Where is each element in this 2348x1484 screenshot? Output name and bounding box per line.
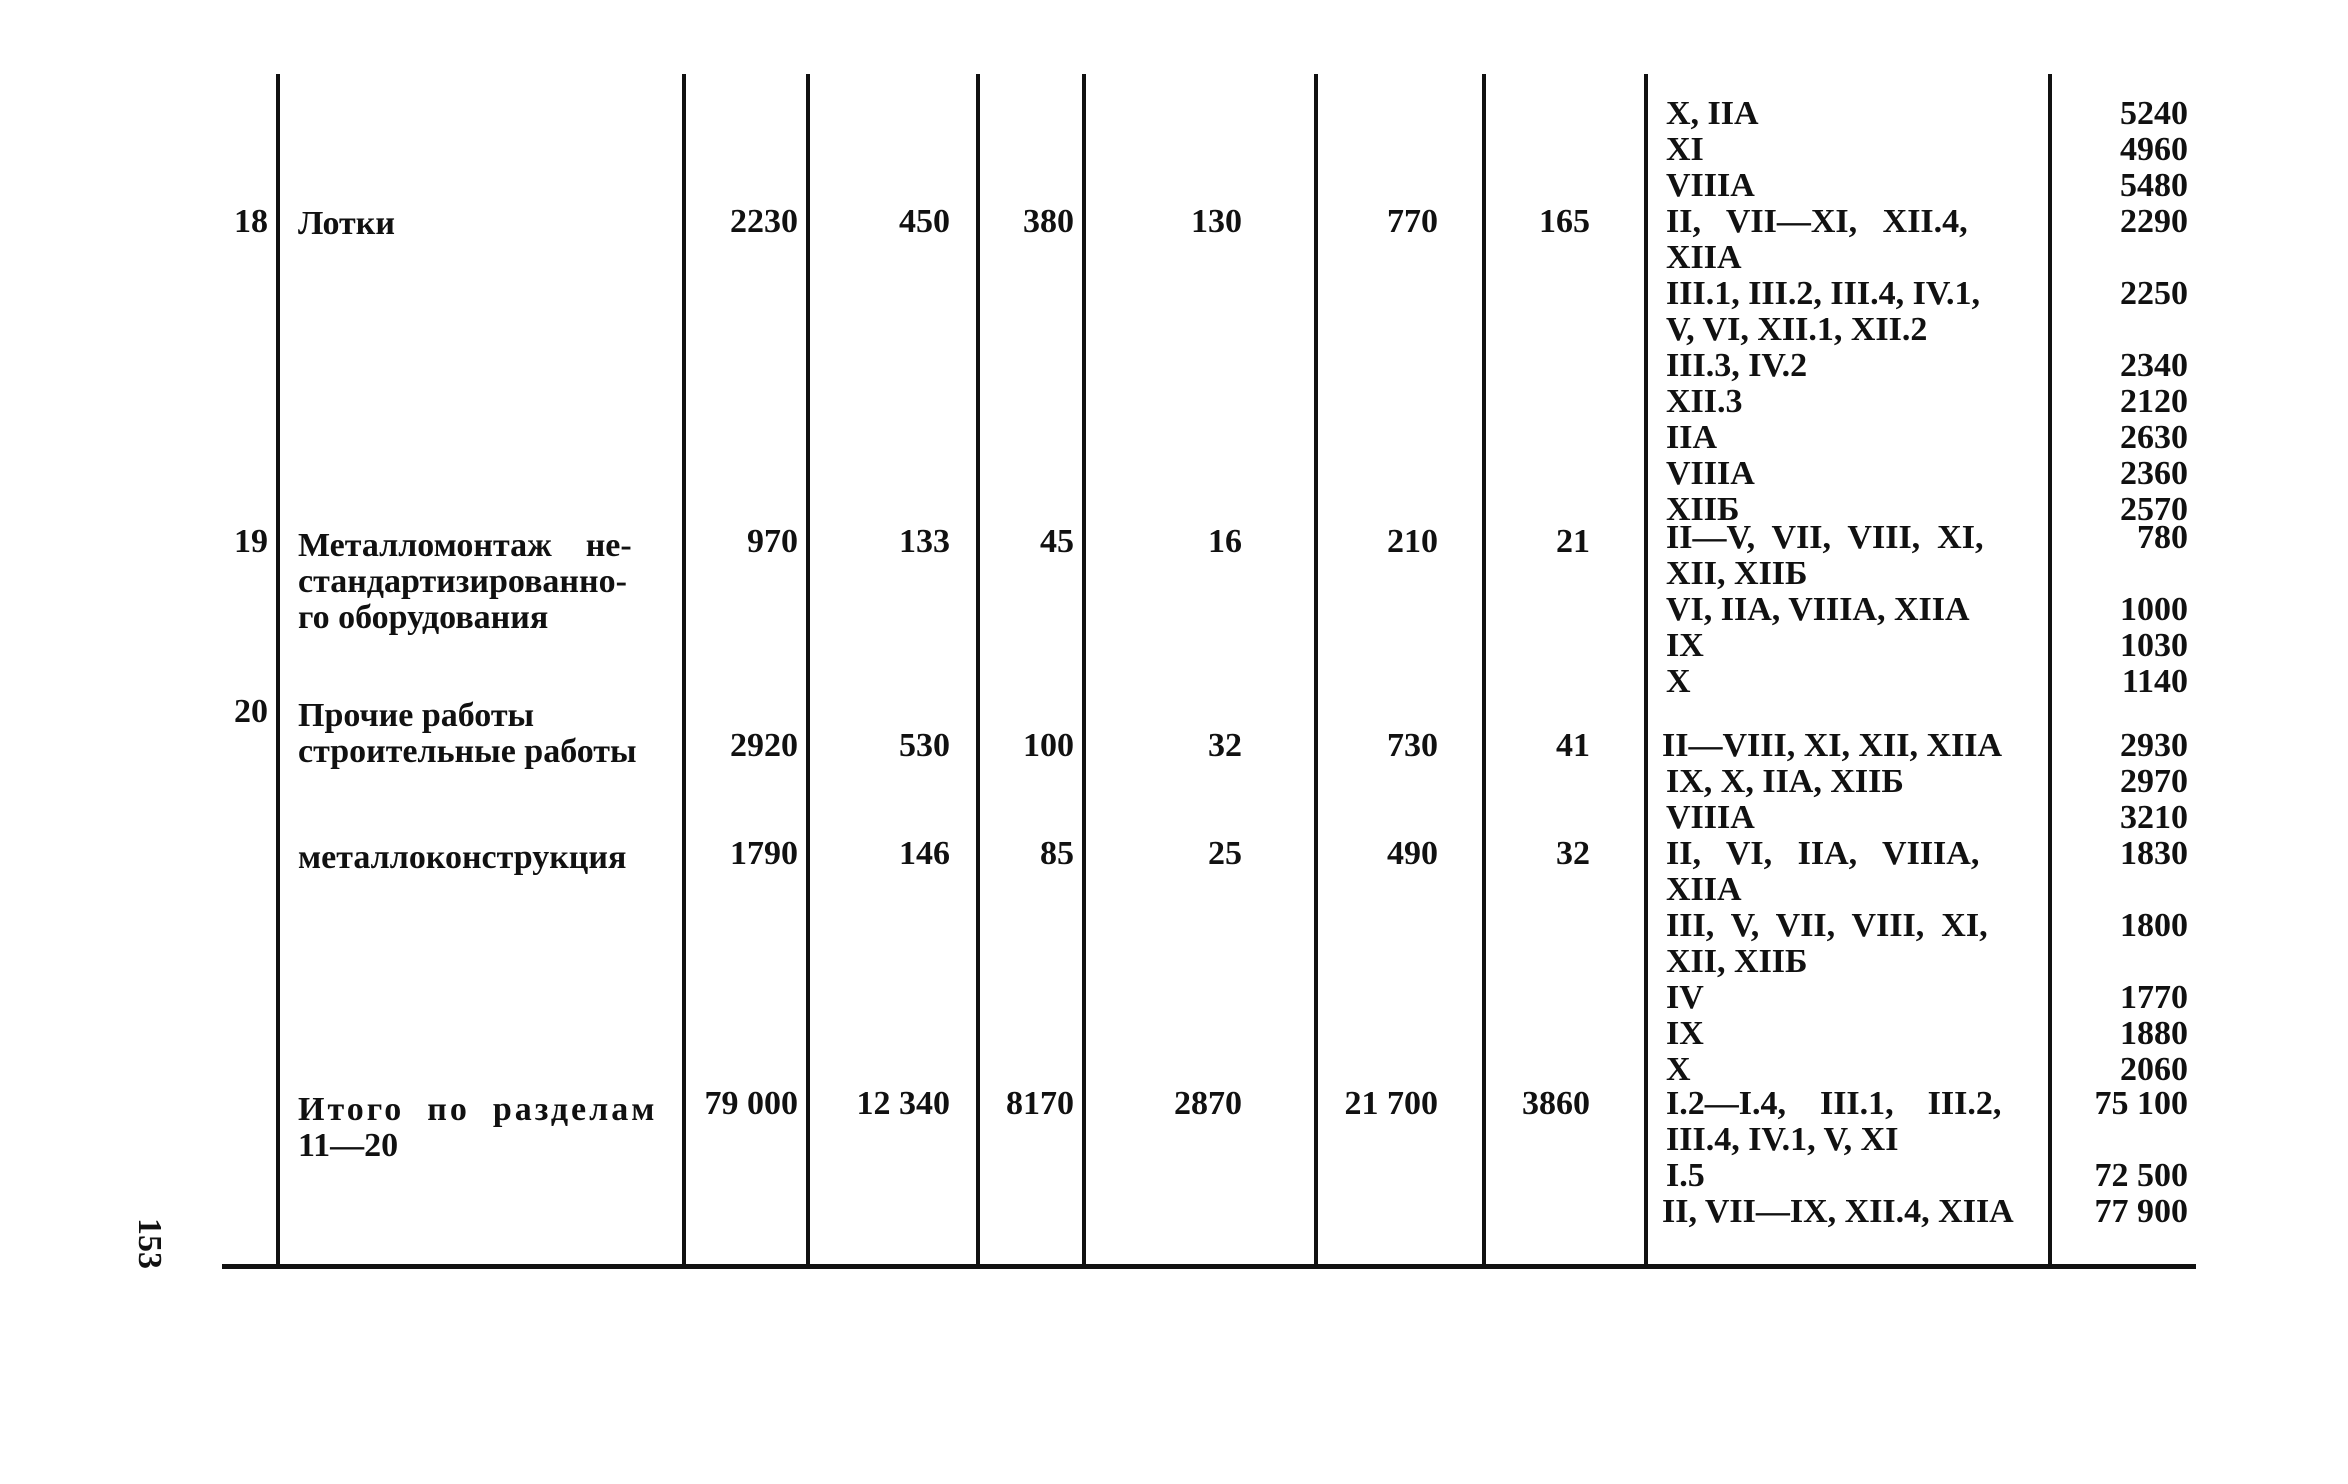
region-text: XII, XIIБ	[1666, 555, 1808, 592]
region-text: VI, IIA, VIIIA, XIIA	[1666, 591, 1970, 628]
region-text: IV	[1666, 979, 1704, 1016]
row-name-line: 11—20	[298, 1127, 399, 1164]
row-name-line: стандартизированно-	[298, 563, 627, 600]
value-cell: 133	[899, 523, 950, 560]
region-text: I.5	[1666, 1157, 1705, 1194]
region-text: III.4, IV.1, V, XI	[1666, 1121, 1899, 1158]
price-value: 1140	[2121, 663, 2188, 700]
row-number: 18	[234, 203, 268, 240]
price-value: 2570	[2120, 491, 2188, 528]
region-text: II, VII—IX, XII.4, XIIA	[1662, 1193, 2014, 1230]
value-cell: 1790	[730, 835, 798, 872]
region-text: V, VI, XII.1, XII.2	[1666, 311, 1928, 348]
region-text: XII, XIIБ	[1666, 943, 1808, 980]
region-text: II, VI, IIA, VIIIA,	[1666, 835, 1980, 872]
value-cell: 100	[1023, 727, 1074, 764]
page-number: 153	[131, 1218, 168, 1269]
price-value: 1800	[2120, 907, 2188, 944]
region-text: VIIIA	[1666, 455, 1755, 492]
region-text: II, VII—XI, XII.4,	[1666, 203, 1968, 240]
region-text: I.2—I.4, III.1, III.2,	[1666, 1085, 2002, 1122]
row-name-line: строительные работы	[298, 733, 637, 770]
price-value: 1770	[2120, 979, 2188, 1016]
value-cell: 21 700	[1344, 1085, 1438, 1122]
region-text: III, V, VII, VIII, XI,	[1666, 907, 1988, 944]
value-cell: 210	[1387, 523, 1438, 560]
value-cell: 130	[1191, 203, 1242, 240]
region-text: X, IIA	[1666, 95, 1759, 132]
region-text: II—V, VII, VIII, XI,	[1666, 519, 1984, 556]
column-rule	[1314, 74, 1318, 1266]
value-cell: 79 000	[704, 1085, 798, 1122]
value-cell: 2870	[1174, 1085, 1242, 1122]
value-cell: 8170	[1006, 1085, 1074, 1122]
value-cell: 530	[899, 727, 950, 764]
price-value: 1000	[2120, 591, 2188, 628]
region-text: III.3, IV.2	[1666, 347, 1808, 384]
price-value: 2360	[2120, 455, 2188, 492]
row-name-line: Металломонтаж не-	[298, 527, 632, 564]
column-rule	[1482, 74, 1486, 1266]
region-text: IX	[1666, 627, 1704, 664]
region-text: XIIA	[1666, 871, 1742, 908]
price-value: 1880	[2120, 1015, 2188, 1052]
value-cell: 12 340	[856, 1085, 950, 1122]
price-value: 2250	[2120, 275, 2188, 312]
price-value: 4960	[2120, 131, 2188, 168]
price-value: 780	[2137, 519, 2188, 556]
price-value: 2120	[2120, 383, 2188, 420]
region-text: VIIIA	[1666, 167, 1755, 204]
value-cell: 16	[1208, 523, 1242, 560]
price-value: 75 100	[2094, 1085, 2188, 1122]
value-cell: 2920	[730, 727, 798, 764]
region-text: XII.3	[1666, 383, 1743, 420]
column-rule	[1082, 74, 1086, 1266]
price-value: 5240	[2120, 95, 2188, 132]
region-text: II—VIII, XI, XII, XIIA	[1662, 727, 2003, 764]
value-cell: 32	[1208, 727, 1242, 764]
value-cell: 25	[1208, 835, 1242, 872]
row-name-line: Лотки	[298, 205, 395, 242]
region-text: X	[1666, 663, 1691, 700]
region-text: XI	[1666, 131, 1704, 168]
row-name-line: Итого по разделам	[298, 1091, 658, 1128]
value-cell: 21	[1556, 523, 1590, 560]
region-text: XIIA	[1666, 239, 1742, 276]
row-name-line: го оборудования	[298, 599, 549, 636]
region-text: IIA	[1666, 419, 1718, 456]
column-rule	[276, 74, 280, 1266]
price-value: 2060	[2120, 1051, 2188, 1088]
price-value: 72 500	[2094, 1157, 2188, 1194]
price-value: 2630	[2120, 419, 2188, 456]
price-value: 2290	[2120, 203, 2188, 240]
price-value: 1030	[2120, 627, 2188, 664]
value-cell: 85	[1040, 835, 1074, 872]
row-number: 19	[234, 523, 268, 560]
region-text: IX	[1666, 1015, 1704, 1052]
column-rule	[976, 74, 980, 1266]
price-value: 2340	[2120, 347, 2188, 384]
price-value: 5480	[2120, 167, 2188, 204]
price-value: 1830	[2120, 835, 2188, 872]
value-cell: 3860	[1522, 1085, 1590, 1122]
region-text: X	[1666, 1051, 1691, 1088]
value-cell: 730	[1387, 727, 1438, 764]
region-text: VIIIA	[1666, 799, 1755, 836]
price-value: 3210	[2120, 799, 2188, 836]
value-cell: 146	[899, 835, 950, 872]
value-cell: 41	[1556, 727, 1590, 764]
value-cell: 770	[1387, 203, 1438, 240]
value-cell: 970	[747, 523, 798, 560]
region-text: III.1, III.2, III.4, IV.1,	[1666, 275, 1980, 312]
value-cell: 2230	[730, 203, 798, 240]
value-cell: 165	[1539, 203, 1590, 240]
value-cell: 490	[1387, 835, 1438, 872]
row-name-line: металлоконструкция	[298, 839, 627, 876]
value-cell: 45	[1040, 523, 1074, 560]
value-cell: 32	[1556, 835, 1590, 872]
value-cell: 380	[1023, 203, 1074, 240]
price-value: 77 900	[2094, 1193, 2188, 1230]
row-number: 20	[234, 693, 268, 730]
price-value: 2970	[2120, 763, 2188, 800]
column-rule	[1644, 74, 1648, 1266]
row-name-line: Прочие работы	[298, 697, 535, 734]
price-value: 2930	[2120, 727, 2188, 764]
region-text: XIIБ	[1666, 491, 1740, 528]
value-cell: 450	[899, 203, 950, 240]
column-rule	[806, 74, 810, 1266]
region-text: IX, X, IIA, XIIБ	[1666, 763, 1904, 800]
table-bottom-rule	[222, 1264, 2196, 1269]
